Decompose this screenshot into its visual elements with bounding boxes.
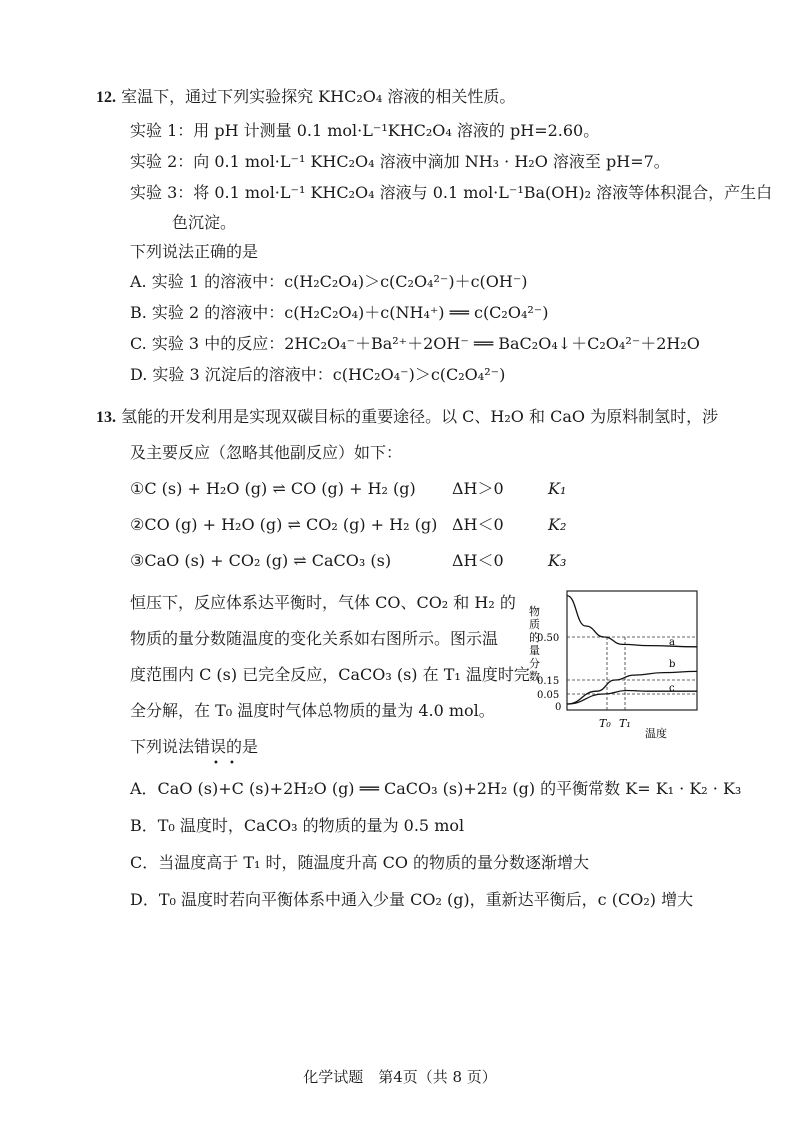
- series-b-label: b: [669, 659, 676, 670]
- x-axis-title: 温度: [645, 727, 667, 740]
- q13-prompt: 下列说法错误的是: [130, 737, 259, 756]
- ytick-015: 0.15: [537, 676, 560, 687]
- q12-option-d[interactable]: D. 实验 3 沉淀后的溶液中：c(HC₂O₄⁻)＞c(C₂O₄²⁻): [130, 365, 506, 384]
- y-axis-title: 物质的量分数: [529, 605, 540, 683]
- series-c-line: [567, 691, 697, 705]
- q13-desc-line2: 物质的量分数随温度的变化关系如右图所示。图示温: [130, 629, 499, 648]
- xtick-t1: T₁: [619, 717, 631, 730]
- q13-stem-line2: 及主要反应（忽略其他副反应）如下：: [130, 443, 403, 462]
- q12-exp3-line2: 色沉淀。: [172, 213, 237, 232]
- reaction-2-equation: ②CO (g) + H₂O (g) ⇌ CO₂ (g) + H₂ (g): [130, 515, 438, 534]
- q13-number: 13.: [96, 409, 116, 426]
- mole-fraction-chart: [515, 585, 710, 765]
- emphasis-dot: •: [229, 758, 235, 769]
- q13-desc-line3: 度范围内 C (s) 已完全反应，CaCO₃ (s) 在 T₁ 温度时完: [130, 665, 530, 684]
- q12-stem-line: [96, 86, 515, 109]
- q12-option-c[interactable]: C. 实验 3 中的反应：2HC₂O₄⁻＋Ba²⁺＋2OH⁻ ══ BaC₂O₄↓＋C₂O₄²⁻＋2H₂O: [130, 334, 700, 353]
- q13-option-c[interactable]: C．当温度高于 T₁ 时，随温度升高 CO 的物质的量分数逐渐增大: [130, 853, 590, 872]
- series-c-label: c: [669, 683, 675, 694]
- reaction-1-dh: ΔH＞0: [452, 479, 504, 498]
- ytick-0: 0: [555, 702, 562, 713]
- q13-option-a[interactable]: A．CaO (s)+C (s)+2H₂O (g) ══ CaCO₃ (s)+2H₂ (g) 的平衡常数 K= K₁ · K₂ · K₃: [130, 779, 742, 798]
- q12-option-b[interactable]: B. 实验 2 的溶液中：c(H₂C₂O₄)＋c(NH₄⁺) ══ c(C₂O₄²⁻): [130, 303, 549, 322]
- reaction-3-k: K₃: [548, 551, 567, 570]
- emphasis-dot: •: [213, 758, 219, 769]
- page-footer: 化学试题 第4页（共 8 页）: [303, 1068, 497, 1086]
- plot-frame: [567, 591, 697, 710]
- reaction-2-dh: ΔH＜0: [452, 515, 504, 534]
- q12-stem: 室温下，通过下列实验探究 KHC₂O₄ 溶液的相关性质。: [121, 87, 516, 106]
- q13-option-d[interactable]: D．T₀ 温度时若向平衡体系中通入少量 CO₂ (g)，重新达平衡后，c (CO₂) 增大: [130, 890, 694, 909]
- reaction-2-k: K₂: [548, 515, 567, 534]
- xtick-t0: T₀: [599, 717, 611, 730]
- q12-exp1: 实验 1：用 pH 计测量 0.1 mol·L⁻¹KHC₂O₄ 溶液的 pH=2.60。: [130, 121, 600, 140]
- q12-number: 12.: [96, 89, 116, 106]
- q12-exp3-line1: 实验 3：将 0.1 mol·L⁻¹ KHC₂O₄ 溶液与 0.1 mol·L⁻¹Ba(OH)₂ 溶液等体积混合，产生白: [130, 183, 773, 202]
- q12-option-a[interactable]: A. 实验 1 的溶液中：c(H₂C₂O₄)＞c(C₂O₄²⁻)＋c(OH⁻): [130, 272, 528, 291]
- series-a-line: [567, 596, 697, 647]
- q13-option-b[interactable]: B．T₀ 温度时，CaCO₃ 的物质的量为 0.5 mol: [130, 816, 465, 835]
- q12-exp2: 实验 2：向 0.1 mol·L⁻¹ KHC₂O₄ 溶液中滴加 NH₃ · H₂O 溶液至 pH=7。: [130, 152, 670, 171]
- q13-desc-line1: 恒压下，反应体系达平衡时，气体 CO、CO₂ 和 H₂ 的: [130, 593, 516, 612]
- q12-prompt: 下列说法正确的是: [130, 242, 259, 261]
- reaction-3-equation: ③CaO (s) + CO₂ (g) ⇌ CaCO₃ (s): [130, 551, 392, 570]
- q13-stem-a: 氢能的开发利用是实现双碳目标的重要途径。以 C、H₂O 和 CaO 为原料制氢时，涉: [121, 407, 719, 426]
- series-a-label: a: [669, 637, 675, 648]
- q13-desc-line4: 全分解，在 T₀ 温度时气体总物质的量为 4.0 mol。: [130, 701, 495, 720]
- reaction-1-equation: ①C (s) + H₂O (g) ⇌ CO (g) + H₂ (g): [130, 479, 416, 498]
- ytick-005: 0.05: [537, 690, 560, 701]
- reaction-1-k: K₁: [548, 479, 567, 498]
- reaction-3-dh: ΔH＜0: [452, 551, 504, 570]
- chart-svg: [515, 585, 710, 765]
- q13-stem-line1: [96, 406, 718, 429]
- ytick-050: 0.50: [537, 633, 560, 644]
